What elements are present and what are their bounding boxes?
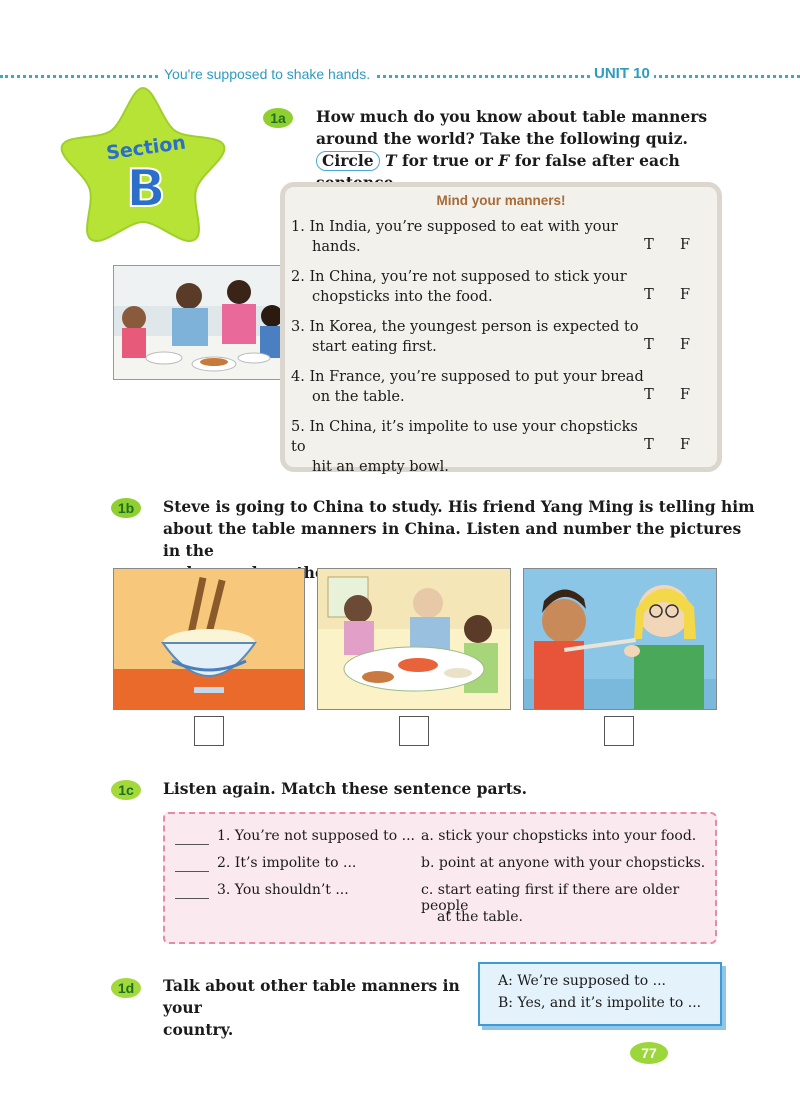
quiz-panel [280, 182, 722, 475]
quiz-item-4-line2: on the table. [312, 389, 405, 405]
quiz-item-2 [291, 267, 646, 307]
match-blank-2[interactable] [175, 871, 209, 872]
matching-box [163, 812, 717, 944]
quiz-1-false-option[interactable]: F [679, 237, 691, 253]
quiz-item-3-line1: 3. In Korea, the youngest person is expected to [291, 319, 639, 335]
section-star [58, 82, 228, 242]
false-letter: F [498, 151, 510, 170]
match-left-1: 1. You’re not supposed to ... [217, 828, 415, 844]
quiz-item-1 [291, 217, 646, 257]
ex1a-line2: around the world? Take the following quiz. [316, 129, 688, 148]
picture-3-answer-box[interactable] [604, 716, 634, 746]
quiz-item-5 [291, 417, 651, 477]
exercise-badge-1a: 1a [263, 108, 293, 128]
quiz-2-true-option[interactable]: T [644, 287, 654, 303]
quiz-item-2-line1: 2. In China, you’re not supposed to stick your [291, 269, 627, 285]
true-letter: T [385, 151, 397, 170]
quiz-item-1-line2: hands. [312, 239, 361, 255]
ex1a-line3-end: for false after each [514, 151, 680, 170]
exercise-badge-1d: 1d [111, 978, 141, 998]
quiz-item-2-line2: chopsticks into the food. [312, 289, 493, 305]
ex1b-line2: about the table manners in China. Listen and number the pictures in the [163, 519, 742, 560]
match-blank-3[interactable] [175, 898, 209, 899]
header-lesson-title: You're supposed to shake hands. [160, 66, 374, 82]
ex1a-line1: How much do you know about table manners [316, 107, 708, 126]
quiz-item-5-line2: hit an empty bowl. [312, 459, 449, 475]
picture-1-answer-box[interactable] [194, 716, 224, 746]
quiz-2-false-option[interactable]: F [679, 287, 691, 303]
quiz-3-true-option[interactable]: T [644, 337, 654, 353]
picture-family-dinner [317, 568, 511, 710]
ex1a-line3-mid: for true or [401, 151, 493, 170]
ex1c-instruction: Listen again. Match these sentence parts. [163, 779, 527, 798]
circle-word: Circle [316, 151, 380, 171]
match-blank-1[interactable] [175, 844, 209, 845]
quiz-item-3 [291, 317, 646, 357]
picture-pointing-chopsticks [523, 568, 717, 710]
quiz-4-true-option[interactable]: T [644, 387, 654, 403]
ex1d-line1: Talk about other table manners in your [163, 976, 460, 1017]
quiz-title: Mind your manners! [436, 193, 566, 208]
ex1d-line2: country. [163, 1020, 234, 1039]
picture-chopsticks-in-rice [113, 568, 305, 710]
quiz-3-false-option[interactable]: F [679, 337, 691, 353]
quiz-item-3-line2: start eating first. [312, 339, 437, 355]
quiz-item-5-line1: 5. In China, it’s impolite to use your chopsticks to [291, 419, 638, 455]
quiz-item-4-line1: 4. In France, you’re supposed to put your bread [291, 369, 644, 385]
section-word: Section [104, 131, 188, 165]
quiz-1-true-option[interactable]: T [644, 237, 654, 253]
page-number: 77 [630, 1042, 668, 1064]
match-right-a: a. stick your chopsticks into your food. [421, 828, 697, 844]
quiz-item-1-line1: 1. In India, you’re supposed to eat with your [291, 219, 618, 235]
family-dinner-photo [113, 265, 287, 380]
conversation-box [478, 962, 722, 1026]
conversation-b-line: B: Yes, and it’s impolite to ... [498, 995, 702, 1011]
ex1d-instruction [163, 975, 473, 1041]
match-left-2: 2. It’s impolite to ... [217, 855, 357, 871]
match-right-b: b. point at anyone with your chopsticks. [421, 855, 706, 871]
exercise-badge-1c: 1c [111, 780, 141, 800]
section-letter: B [126, 159, 166, 219]
conversation-a-line: A: We’re supposed to ... [498, 973, 666, 989]
quiz-item-4 [291, 367, 646, 407]
quiz-5-true-option[interactable]: T [644, 437, 654, 453]
match-left-3: 3. You shouldn’t ... [217, 882, 349, 898]
quiz-4-false-option[interactable]: F [679, 387, 691, 403]
ex1b-line1: Steve is going to China to study. His friend Yang Ming is telling him [163, 497, 755, 516]
header-dotted-line [0, 75, 800, 78]
ex1a-instruction [316, 106, 736, 194]
exercise-badge-1b: 1b [111, 498, 141, 518]
quiz-5-false-option[interactable]: F [679, 437, 691, 453]
match-right-c: c. start eating first if there are older people [421, 882, 680, 914]
picture-2-answer-box[interactable] [399, 716, 429, 746]
header-unit-label: UNIT 10 [590, 65, 654, 82]
match-right-c-cont: at the table. [437, 909, 523, 925]
